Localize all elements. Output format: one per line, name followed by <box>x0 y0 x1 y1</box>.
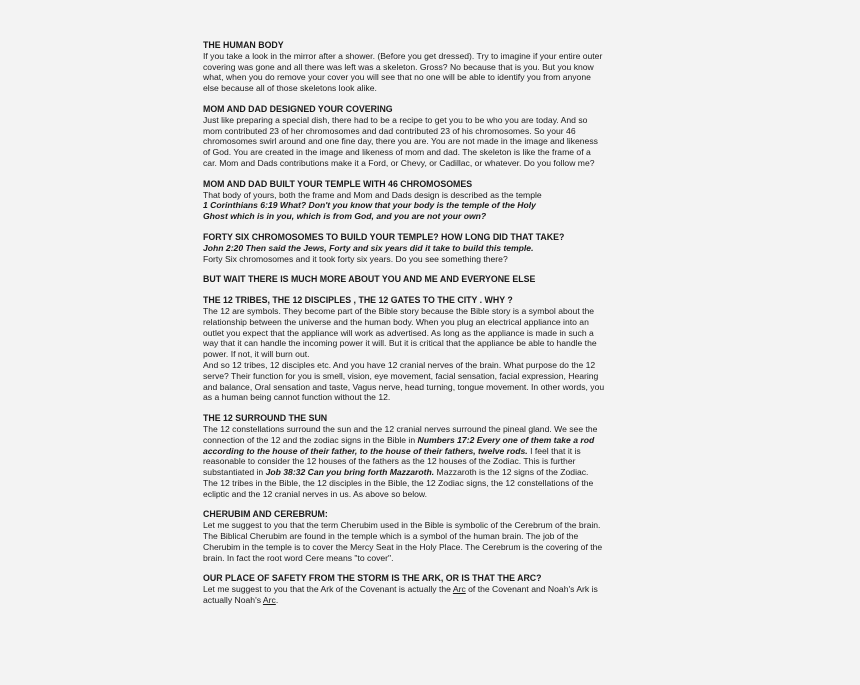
paragraph-line: covering was gone and all there was left was a skeleton. Gross? No because that is you. But you know <box>203 61 594 72</box>
section-mom-dad-covering <box>203 104 663 169</box>
section-but-wait <box>203 274 663 285</box>
section-heading: OUR PLACE OF SAFETY FROM THE STORM IS THE ARK, OR IS THAT THE ARC? <box>203 573 542 584</box>
paragraph-line: Cherubim in the temple is to cover the Mercy Seat in the Holy Place. The Cerebrum is the covering of the <box>203 541 603 552</box>
paragraph-line: car. Mom and Dads contributions make it a Ford, or Chevy, or Cadillac, or whatever. Do you follow me? <box>203 157 595 168</box>
paragraph-line: what, when you do remove your cover you will see that no one will be able to identify you from anyone <box>203 72 591 83</box>
section-heading: THE 12 TRIBES, THE 12 DISCIPLES , THE 12 GATES TO THE CITY . WHY ? <box>203 295 513 306</box>
paragraph-line <box>203 446 663 457</box>
section-heading: FORTY SIX CHROMOSOMES TO BUILD YOUR TEMPLE? HOW LONG DID THAT TAKE? <box>203 231 565 242</box>
paragraph-line <box>203 584 663 595</box>
scripture-reference: Job 38:32 Can you bring forth Mazzaroth. <box>265 467 435 478</box>
scripture-reference: Ghost which is in you, which is from God, and you are not your own? <box>203 211 487 222</box>
inline-text: Let me suggest to you that the Ark of the Covenant is actually the <box>203 584 453 595</box>
inline-text: substantiated in <box>203 467 266 478</box>
section-heading: MOM AND DAD DESIGNED YOUR COVERING <box>203 103 393 114</box>
paragraph-line: chromosomes swirl around and one fine day, there you are. You are not made in the image and likeness <box>203 136 598 147</box>
scripture-reference: according to the house of their father, to the house of their fathers, twelve rods. <box>203 445 528 456</box>
section-forty-six <box>203 232 663 264</box>
scripture-reference: 1 Corinthians 6:19 What? Don't you know that your body is the temple of the Holy <box>203 200 536 211</box>
section-12-surround-sun <box>203 413 663 499</box>
inline-text: . <box>275 595 279 606</box>
paragraph-line: If you take a look in the mirror after a shower. (Before you get dressed). Try to imagine if your entire outer <box>203 50 603 61</box>
paragraph-line: The Biblical Cherubim are found in the temple which is a symbol of the human brain. The job of the <box>203 531 579 542</box>
paragraph-line: relationship between the universe and the human body. When you plug an electrical appliance into an <box>203 316 589 327</box>
paragraph-line: and balance, Oral sensation and taste, Vagus nerve, head turning, tongue movement. In other words, you <box>203 381 605 392</box>
underlined-word: Arc <box>262 595 276 606</box>
paragraph-line: The 12 are symbols. They become part of the Bible story because the Bible story is a symbol about the <box>203 305 595 316</box>
paragraph-line: reasonable to consider the 12 houses of the fathers as the 12 houses of the Zodiac. This is further <box>203 456 576 467</box>
paragraph-line: ecliptic and the 12 cranial nerves in us. As above so below. <box>203 488 428 499</box>
inline-text: I feel that it is <box>527 445 581 456</box>
paragraph-line: The 12 constellations surround the sun and the 12 cranial nerves surround the pineal gland. We see the <box>203 423 598 434</box>
paragraph-line <box>203 467 663 478</box>
scripture-reference: Numbers 17:2 Every one of them take a rod <box>417 434 595 445</box>
section-heading: MOM AND DAD BUILT YOUR TEMPLE WITH 46 CHROMOSOMES <box>203 178 473 189</box>
inline-text: actually Noah's <box>203 595 263 606</box>
paragraph-line <box>203 435 663 446</box>
section-ark <box>203 573 663 605</box>
paragraph-line: brain. In fact the root word Cere means "to cover". <box>203 552 394 563</box>
paragraph-line: else because all of those skeletons look alike. <box>203 83 377 94</box>
scripture-reference: John 2:20 Then said the Jews, Forty and six years did it take to build this temple. <box>203 242 534 253</box>
section-human-body <box>203 40 663 94</box>
underlined-word: Arc <box>452 584 466 595</box>
paragraph-line: outlet you expect that the appliance will work as advertised. As long as the appliance is made in such a <box>203 327 594 338</box>
paragraph-line: Just like preparing a special dish, there had to be a recipe to get you to be who you are today. And so <box>203 114 588 125</box>
paragraph-line <box>203 595 663 606</box>
paragraph-line: power. If not, it will burn out. <box>203 349 310 360</box>
paragraph-line: That body of yours, both the frame and Mom and Dads design is described as the temple <box>203 189 542 200</box>
section-heading: THE HUMAN BODY <box>203 40 284 50</box>
section-heading: BUT WAIT THERE IS MUCH MORE ABOUT YOU AND ME AND EVERYONE ELSE <box>203 274 536 285</box>
section-temple-46 <box>203 179 663 222</box>
section-12-tribes <box>203 295 663 403</box>
paragraph-line: as a human being cannot function without the 12. <box>203 392 391 403</box>
section-heading: CHERUBIM AND CEREBRUM: <box>203 509 328 520</box>
inline-text: of the Covenant and Noah's Ark is <box>465 584 598 595</box>
paragraph-line: Forty Six chromosomes and it took forty six years. Do you see something there? <box>203 253 508 264</box>
section-cherubim <box>203 509 663 563</box>
inline-text: Mazzaroth is the 12 signs of the Zodiac. <box>434 467 589 478</box>
inline-text: connection of the 12 and the zodiac signs in the Bible in <box>203 434 418 445</box>
document-body <box>203 40 663 616</box>
paragraph-line: of God. You are created in the image and likeness of mom and dad. The skeleton is like the frame of a <box>203 147 591 158</box>
paragraph-line: way that it can handle the incoming power it will. But it is critical that the appliance be able to handle the <box>203 338 597 349</box>
paragraph-line: Let me suggest to you that the term Cherubim used in the Bible is symbolic of the Cerebrum of the brain. <box>203 520 601 531</box>
section-heading: THE 12 SURROUND THE SUN <box>203 413 328 424</box>
paragraph-line: serve? Their function for you is smell, vision, eye movement, facial sensation, facial expression, Hearing <box>203 370 599 381</box>
paragraph-line: And so 12 tribes, 12 disciples etc. And you have 12 cranial nerves of the brain. What purpose do the 12 <box>203 359 596 370</box>
paragraph-line: The 12 tribes in the Bible, the 12 disciples in the Bible, the 12 Zodiac signs, the 12 constellations of the <box>203 477 594 488</box>
paragraph-line: mom contributed 23 of her chromosomes and dad contributed 23 of his chromosomes. So your 46 <box>203 125 576 136</box>
